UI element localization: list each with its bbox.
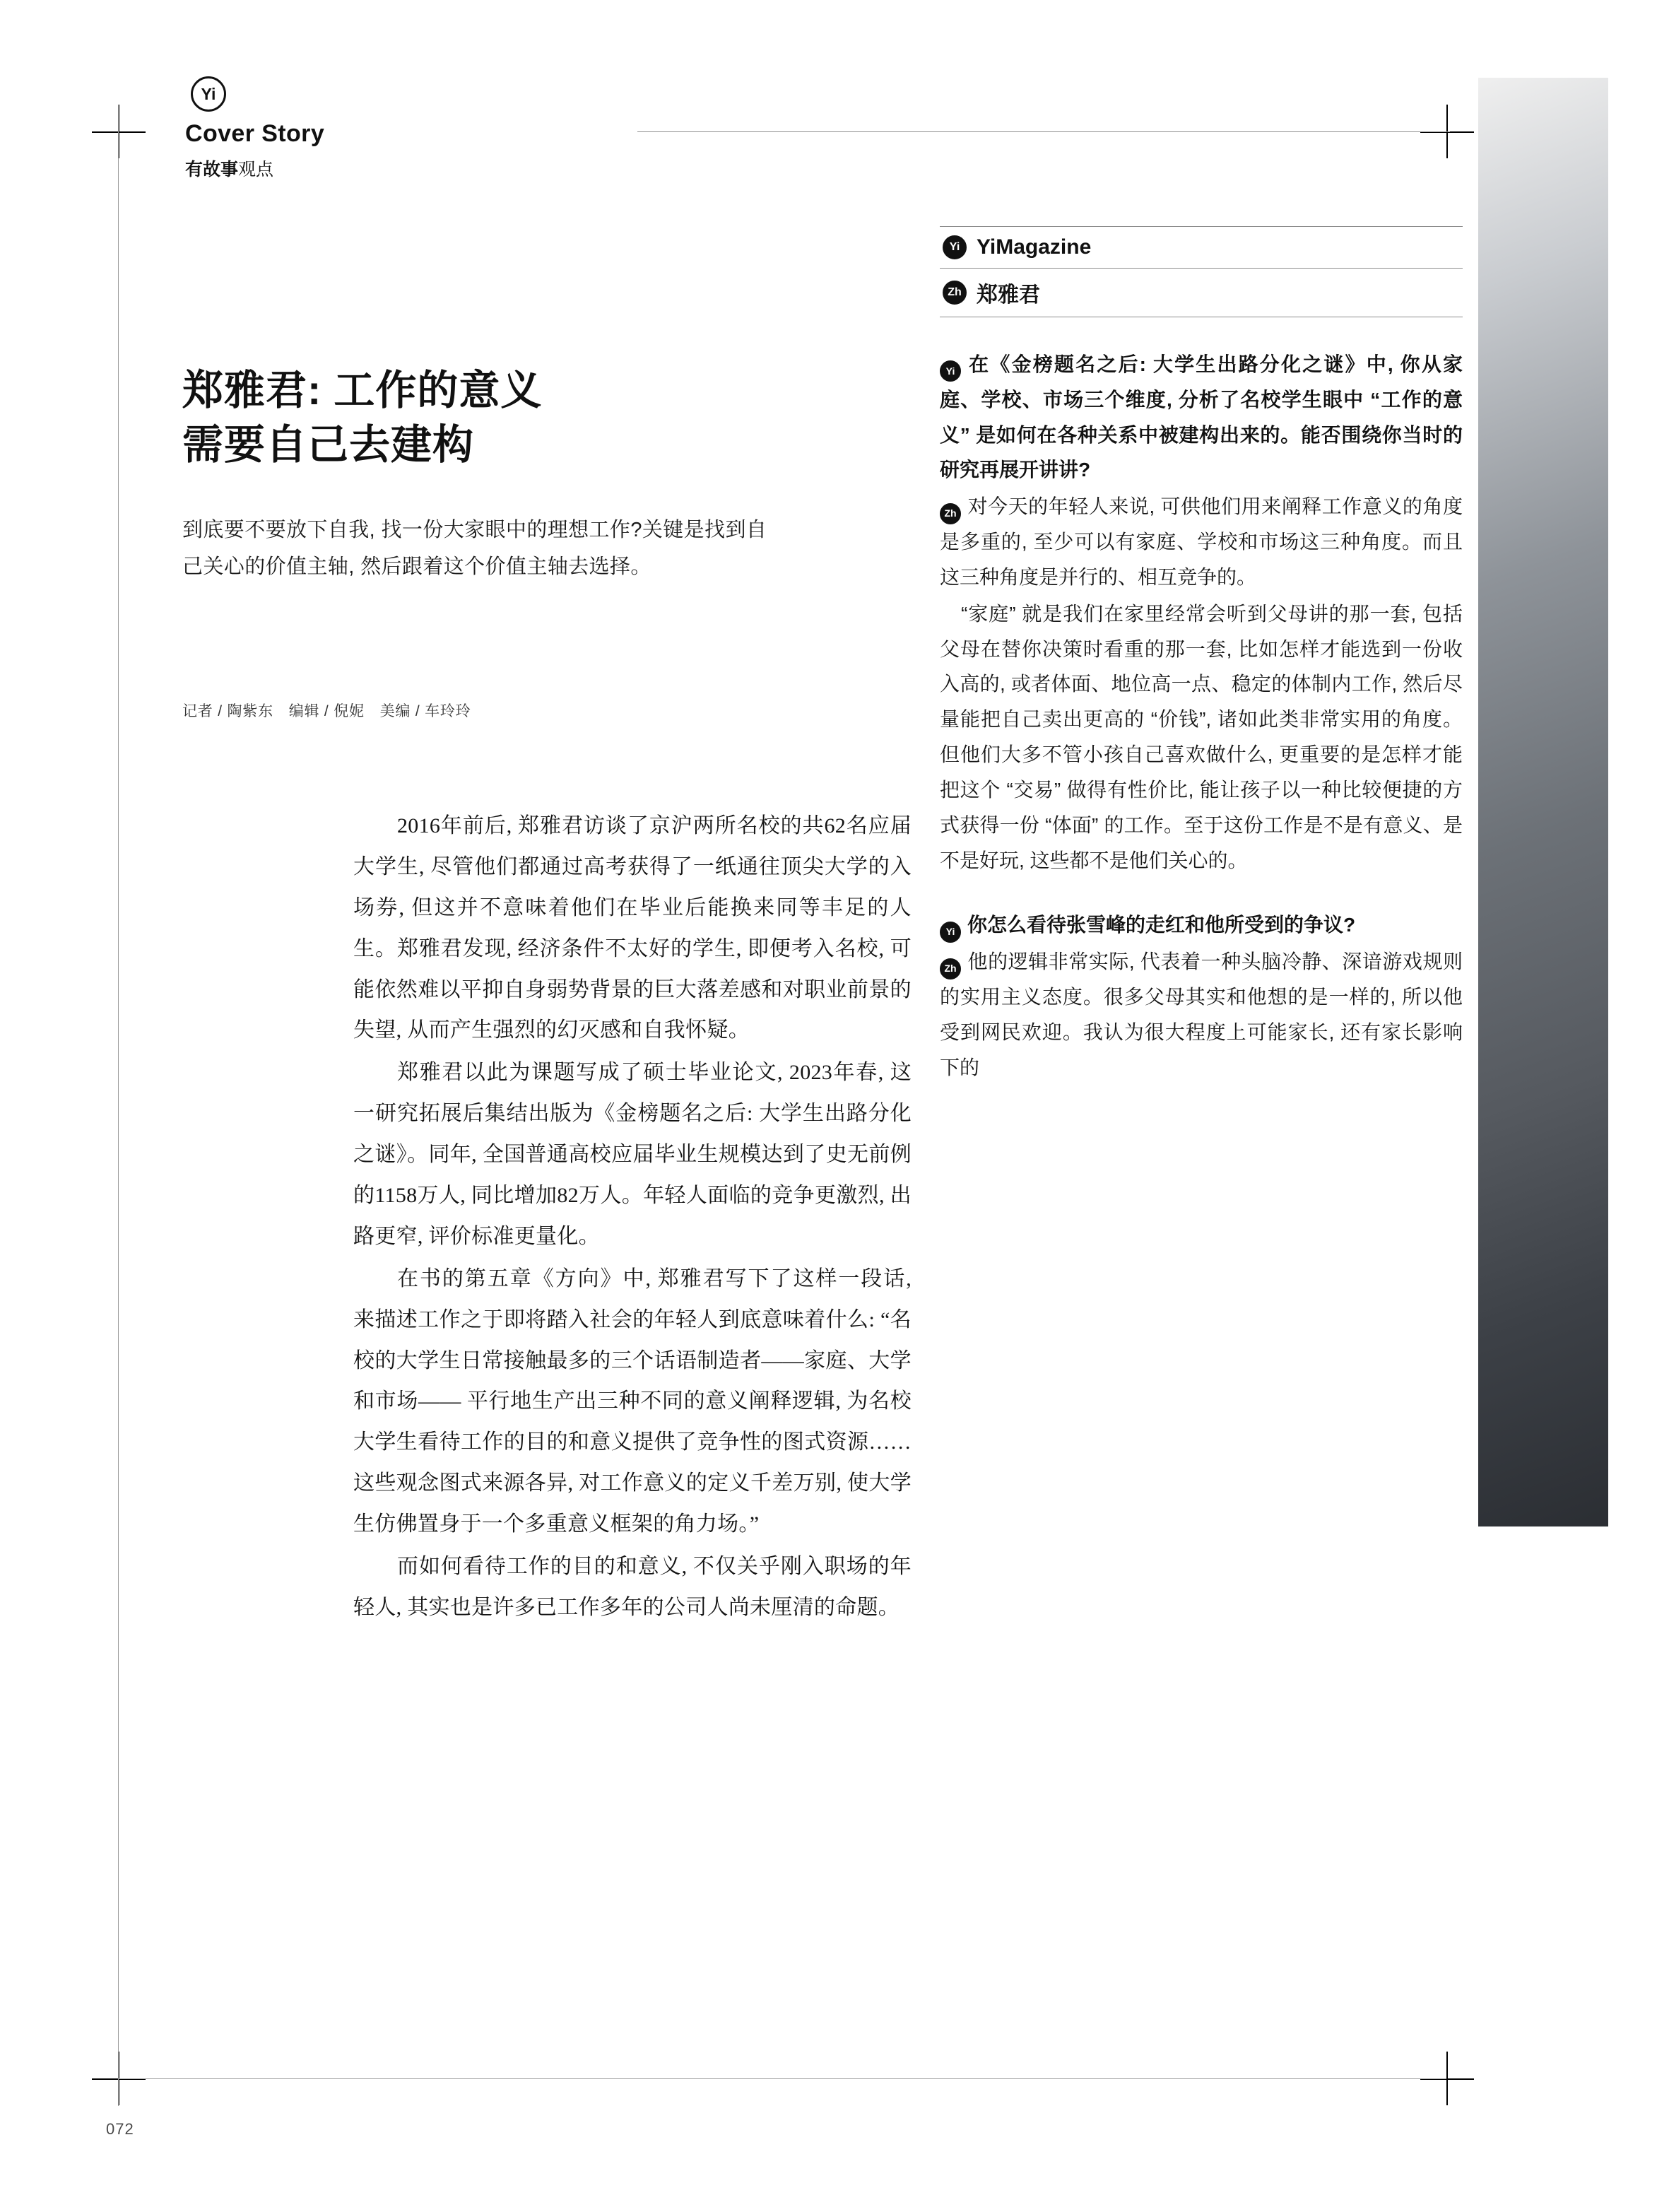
body-paragraph: 而如何看待工作的目的和意义, 不仅关乎刚入职场的年轻人, 其实也是许多已工作多年的公司人尚未厘清的命题。 (353, 1555, 912, 1619)
section-subtitle (185, 155, 273, 181)
qa-block (940, 907, 1463, 1085)
body-paragraph: 郑雅君以此为课题写成了硕士毕业论文, 2023年春, 这一研究拓展后集结出版为《金榜题名之后: 大学生出路分化之谜》。同年, 全国普通高校应届毕业生规模达到了史无前例的1158万人, 同比增加82万人。年轻人面临的竞争更激烈, 出路更窄, 评价标准更量化。 (353, 1061, 912, 1248)
yi-logo-badge (191, 76, 226, 112)
page-number: 072 (106, 2120, 134, 2138)
interview-column (940, 226, 1463, 1086)
zh-speaker-icon: Zh (943, 281, 967, 305)
qa-block (940, 347, 1463, 878)
headline-line-1: 郑雅君: 工作的意义 (182, 367, 543, 413)
qa-question (940, 347, 1463, 488)
zh-answer-icon: Zh (940, 503, 961, 524)
registration-line-left (118, 105, 119, 2106)
body-paragraph: 2016年前后, 郑雅君访谈了京沪两所名校的共62名应届大学生, 尽管他们都通过高考获得了一纸通往顶尖大学的入场券, 但这并不意味着他们在毕业后能换来同等丰足的人生。郑雅君发现, 经济条件不太好的学生, 即便考入名校, 可能依然难以平抑自身弱势背景的巨大落差感和对职业前景的失望, 从而产生强烈的幻灭感和自我怀疑。 (353, 814, 912, 1042)
speaker-name: 郑雅君 (977, 283, 1040, 307)
qa-answer-continued: “家庭” 就是我们在家里经常会听到父母讲的那一套, 包括父母在替你决策时看重的那一套, 比如怎样才能选到一份收入高的, 或者体面、地位高一点、稳定的体制内工作, 然后尽量能把自己卖出更高的 “价钱”, 诸如此类非常实用的角度。但他们大多不管小孩自己喜欢做什么, 更重要的是怎样才能把这个 “交易” 做得有性价比, 能让孩子以一种比较便捷的方式获得一份 “体面” 的工作。至于这份工作是不是有意义、是不是好玩, 这些都不是他们关心的。 (940, 602, 1463, 871)
headline-line-2: 需要自己去建构 (182, 421, 475, 468)
article-body (353, 806, 912, 1630)
section-subtitle-light: 观点 (238, 160, 274, 180)
section-kicker: Cover Story (185, 120, 325, 147)
crop-mark-bottom-right-v (1446, 2052, 1448, 2105)
speaker-yimagazine (940, 227, 1463, 268)
cover-photo-block (1478, 78, 1608, 1526)
page-title (182, 364, 818, 472)
speaker-name: YiMagazine (977, 235, 1092, 259)
speaker-zhengyajun (940, 269, 1463, 317)
byline: 记者 / 陶紫东 编辑 / 倪妮 美编 / 车玲玲 (182, 703, 471, 719)
yi-question-icon: Yi (940, 360, 961, 382)
qa-question-text: 在《金榜题名之后: 大学生出路分化之谜》中, 你从家庭、学校、市场三个维度, 分析了名校学生眼中 “工作的意义” 是如何在各种关系中被建构出来的。能否围绕你当时的研究再展开讲讲? (940, 353, 1463, 481)
qa-answer (940, 944, 1463, 1085)
yi-question-icon: Yi (940, 922, 961, 943)
qa-question-text: 你怎么看待张雪峰的走红和他所受到的争议? (967, 914, 1356, 936)
qa-answer (940, 489, 1463, 594)
qa-answer-text: 他的逻辑非常实际, 代表着一种头脑冷静、深谙游戏规则的实用主义态度。很多父母其实和他想的是一样的, 所以他受到网民欢迎。我认为很大程度上可能家长, 还有家长影响下的 (940, 951, 1463, 1078)
qa-answer-text: 对今天的年轻人来说, 可供他们用来阐释工作意义的角度是多重的, 至少可以有家庭、学校和市场这三种角度。而且这三种角度是并行的、相互竞争的。 (940, 495, 1463, 588)
zh-answer-icon: Zh (940, 958, 961, 979)
masthead-rule (637, 131, 1450, 132)
standfirst: 到底要不要放下自我, 找一份大家眼中的理想工作?关键是找到自己关心的价值主轴, 然后跟着这个价值主轴去选择。 (182, 519, 767, 578)
registration-line-bottom (118, 2078, 1446, 2079)
yi-logo-icon: Yi (191, 76, 226, 112)
body-paragraph: 在书的第五章《方向》中, 郑雅君写下了这样一段话, 来描述工作之于即将踏入社会的年轻人到底意味着什么: “名校的大学生日常接触最多的三个话语制造者——家庭、大学和市场—— 平行地生产出三种不同的意义阐释逻辑, 为名校大学生看待工作的目的和意义提供了竞争性的图式资源……这些观念图式来源各异, 对工作意义的定义千差万别, 使大学生仿佛置身于一个多重意义框架的角力场。” (353, 1266, 912, 1536)
qa-question (940, 907, 1463, 943)
yi-speaker-icon: Yi (943, 235, 967, 259)
section-subtitle-bold: 有故事 (185, 160, 239, 180)
